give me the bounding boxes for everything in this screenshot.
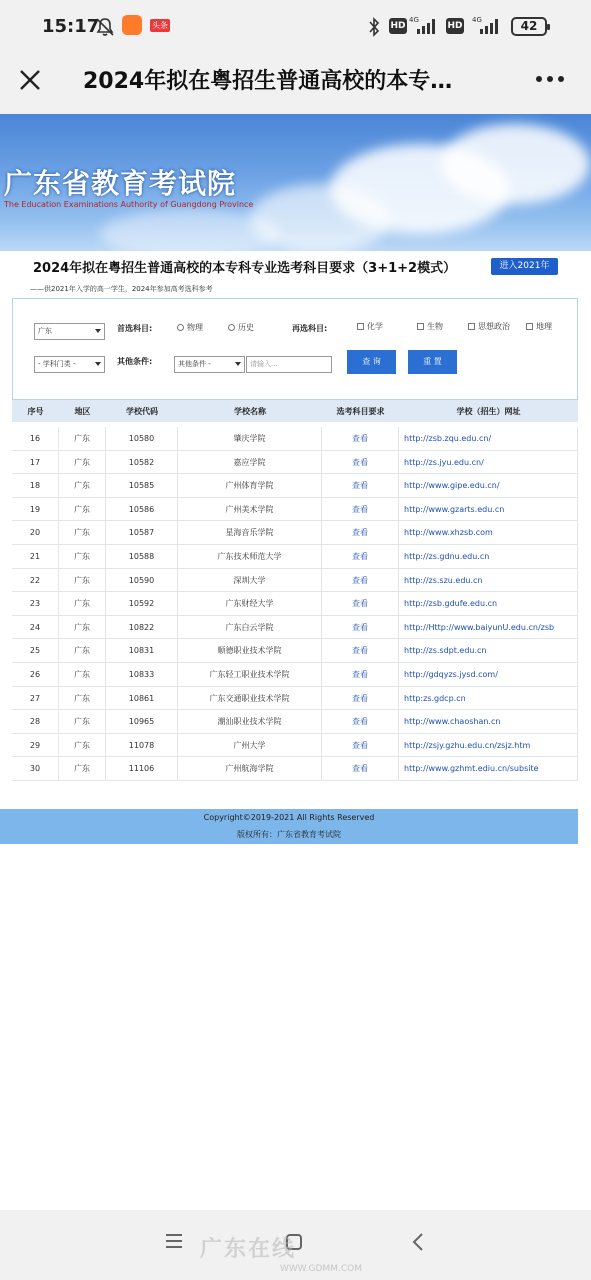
school-url-link[interactable]: http://zsb.zqu.edu.cn/ xyxy=(399,427,578,450)
school-url-link[interactable]: http://www.gzarts.edu.cn xyxy=(399,498,578,521)
view-requirements-link[interactable]: 查看 xyxy=(322,545,399,568)
cell-index: 24 xyxy=(12,616,59,639)
view-requirements-link[interactable]: 查看 xyxy=(322,710,399,733)
view-requirements-link[interactable]: 查看 xyxy=(322,451,399,474)
cell-school-name: 广东技术师范大学 xyxy=(178,545,322,568)
cell-index: 25 xyxy=(12,639,59,662)
cell-index: 18 xyxy=(12,474,59,497)
cell-index: 16 xyxy=(12,427,59,450)
table-row xyxy=(12,474,578,498)
cell-code: 10833 xyxy=(106,663,178,686)
watermark-url: WWW.GDMM.COM xyxy=(280,1264,362,1274)
cell-code: 10586 xyxy=(106,498,178,521)
table-row xyxy=(12,710,578,734)
cell-code: 10831 xyxy=(106,639,178,662)
cell-school-name: 嘉应学院 xyxy=(178,451,322,474)
table-body xyxy=(12,427,578,781)
cell-school-name: 顺德职业技术学院 xyxy=(178,639,322,662)
svg-text:4G: 4G xyxy=(472,16,482,24)
school-url-link[interactable]: http://zsb.gdufe.edu.cn xyxy=(399,592,578,615)
cell-region: 广东 xyxy=(59,474,106,497)
table-row xyxy=(12,734,578,758)
cell-code: 10965 xyxy=(106,710,178,733)
battery-icon: 42 xyxy=(511,17,547,36)
cell-code: 10582 xyxy=(106,451,178,474)
checkbox-politics-label: 思想政治 xyxy=(478,322,510,331)
cell-region: 广东 xyxy=(59,427,106,450)
cell-region: 广东 xyxy=(59,710,106,733)
checkbox-politics[interactable] xyxy=(468,321,510,332)
school-url-link[interactable]: http://www.gzhmt.ediu.cn/subsite xyxy=(399,757,578,780)
cell-index: 21 xyxy=(12,545,59,568)
page-footer xyxy=(0,809,578,844)
cell-region: 广东 xyxy=(59,498,106,521)
table-row xyxy=(12,616,578,640)
chevron-down-icon xyxy=(235,362,241,366)
cell-code: 11078 xyxy=(106,734,178,757)
page-title: 2024年拟在粤招生普通高校的本专… xyxy=(83,69,453,94)
enter-2021-button[interactable]: 进入2021年 xyxy=(491,258,558,275)
cell-region: 广东 xyxy=(59,592,106,615)
footer-copyright: Copyright©2019-2021 All Rights Reserved xyxy=(203,813,375,822)
school-url-link[interactable]: http://zs.szu.edu.cn xyxy=(399,569,578,592)
other-conditions-select[interactable] xyxy=(174,356,245,373)
cell-index: 17 xyxy=(12,451,59,474)
toutiao-icon: 头条 xyxy=(152,21,168,30)
table-row xyxy=(12,639,578,663)
cell-index: 27 xyxy=(12,687,59,710)
view-requirements-link[interactable]: 查看 xyxy=(322,663,399,686)
checkbox-icon xyxy=(417,323,424,330)
status-bar xyxy=(0,0,591,54)
cell-index: 29 xyxy=(12,734,59,757)
signal-icon-1 xyxy=(409,14,437,36)
col-header-code: 学校代码 xyxy=(126,407,158,416)
table-row xyxy=(12,521,578,545)
school-url-link[interactable]: http://zs.sdpt.edu.cn xyxy=(399,639,578,662)
footer-owner: 版权所有：广东省教育考试院 xyxy=(237,830,341,839)
table-header xyxy=(12,399,578,422)
cell-school-name: 广东白云学院 xyxy=(178,616,322,639)
cell-school-name: 星海音乐学院 xyxy=(178,521,322,544)
radio-icon xyxy=(177,324,184,331)
school-url-link[interactable]: http:zs.gdcp.cn xyxy=(399,687,578,710)
table-row xyxy=(12,663,578,687)
col-header-region: 地区 xyxy=(74,407,91,416)
school-url-link[interactable]: http://Http://www.baiyunU.edu.cn/zsb xyxy=(399,616,578,639)
cell-region: 广东 xyxy=(59,663,106,686)
cloud-decoration xyxy=(100,209,280,251)
radio-history[interactable] xyxy=(228,322,254,333)
watermark-logo: 广东在线 xyxy=(200,1237,297,1262)
cell-school-name: 潮汕职业技术学院 xyxy=(178,710,322,733)
close-icon[interactable] xyxy=(18,68,42,92)
checkbox-chemistry-label: 化学 xyxy=(367,322,383,331)
view-requirements-link[interactable]: 查看 xyxy=(322,498,399,521)
hd-icon-1: HD xyxy=(389,18,407,34)
school-url-link[interactable]: http://www.xhzsb.com xyxy=(399,521,578,544)
status-time: 15:17 xyxy=(42,16,100,37)
cell-school-name: 广东交通职业技术学院 xyxy=(178,687,322,710)
table-row xyxy=(12,592,578,616)
checkbox-biology-label: 生物 xyxy=(427,322,443,331)
app-notification-icon xyxy=(122,15,142,35)
cell-school-name: 广州大学 xyxy=(178,734,322,757)
checkbox-geography[interactable] xyxy=(526,321,552,332)
cell-school-name: 肇庆学院 xyxy=(178,427,322,450)
col-header-url: 学校（招生）网址 xyxy=(456,407,521,416)
cell-code: 10592 xyxy=(106,592,178,615)
table-row xyxy=(12,451,578,475)
cell-school-name: 广州体育学院 xyxy=(178,474,322,497)
cell-index: 30 xyxy=(12,757,59,780)
signal-icon-2 xyxy=(472,14,500,36)
table-row xyxy=(12,757,578,781)
cell-code: 10590 xyxy=(106,569,178,592)
checkbox-geography-label: 地理 xyxy=(536,322,552,331)
col-header-name: 学校名称 xyxy=(234,407,266,416)
svg-text:4G: 4G xyxy=(409,16,419,24)
cell-school-name: 广州航海学院 xyxy=(178,757,322,780)
more-options-icon[interactable] xyxy=(535,74,565,84)
school-url-link[interactable]: http://zs.gdnu.edu.cn xyxy=(399,545,578,568)
other-conditions-value: 其他条件 - xyxy=(178,360,211,368)
chevron-down-icon xyxy=(95,362,101,366)
bell-muted-icon xyxy=(94,16,116,38)
view-requirements-link[interactable]: 查看 xyxy=(322,521,399,544)
category-select-value: - 学科门类 - xyxy=(38,360,76,368)
checkbox-icon xyxy=(468,323,475,330)
cell-code: 10822 xyxy=(106,616,178,639)
cloud-decoration xyxy=(440,124,590,204)
hd-icon-2: HD xyxy=(446,18,464,34)
cell-region: 广东 xyxy=(59,639,106,662)
cell-code: 10588 xyxy=(106,545,178,568)
view-requirements-link[interactable]: 查看 xyxy=(322,592,399,615)
cell-school-name: 深圳大学 xyxy=(178,569,322,592)
radio-physics[interactable] xyxy=(177,322,203,333)
radio-icon xyxy=(228,324,235,331)
cell-index: 28 xyxy=(12,710,59,733)
cell-region: 广东 xyxy=(59,687,106,710)
cell-region: 广东 xyxy=(59,757,106,780)
cell-school-name: 广州美术学院 xyxy=(178,498,322,521)
cell-region: 广东 xyxy=(59,616,106,639)
table-row xyxy=(12,569,578,593)
table-row xyxy=(12,687,578,711)
other-conditions-label: 其他条件: xyxy=(117,357,153,366)
site-banner xyxy=(0,114,591,251)
query-button[interactable]: 查 询 xyxy=(347,350,396,374)
banner-subtitle: The Education Examinations Authority of Guangdong Province xyxy=(4,200,254,209)
school-url-link[interactable]: http://gdqyzs.jysd.com/ xyxy=(399,663,578,686)
first-subject-label: 首选科目: xyxy=(117,324,153,333)
app-title-bar xyxy=(0,54,591,114)
cell-region: 广东 xyxy=(59,545,106,568)
view-requirements-link[interactable]: 查看 xyxy=(322,757,399,780)
col-header-requirements: 选考科目要求 xyxy=(336,407,385,416)
bluetooth-icon xyxy=(367,16,381,38)
radio-physics-label: 物理 xyxy=(187,323,203,332)
cell-code: 11106 xyxy=(106,757,178,780)
cell-region: 广东 xyxy=(59,521,106,544)
cell-index: 26 xyxy=(12,663,59,686)
region-select[interactable] xyxy=(34,323,105,340)
cell-region: 广东 xyxy=(59,734,106,757)
filter-panel xyxy=(12,298,578,400)
school-url-link[interactable]: http://zs.jyu.edu.cn/ xyxy=(399,451,578,474)
school-url-link[interactable]: http://zsjy.gzhu.edu.cn/zsjz.htm xyxy=(399,734,578,757)
banner-title: 广东省教育考试院 xyxy=(4,167,237,200)
view-requirements-link[interactable]: 查看 xyxy=(322,734,399,757)
table-row xyxy=(12,498,578,522)
cell-school-name: 广东财经大学 xyxy=(178,592,322,615)
cell-code: 10580 xyxy=(106,427,178,450)
cell-code: 10585 xyxy=(106,474,178,497)
category-select[interactable] xyxy=(34,356,105,373)
school-url-link[interactable]: http://www.chaoshan.cn xyxy=(399,710,578,733)
sub-note: ——供2021年入学的高一学生，2024年参加高考选科参考 xyxy=(30,285,213,293)
cell-region: 广东 xyxy=(59,451,106,474)
region-select-value: 广东 xyxy=(38,327,52,335)
view-requirements-link[interactable]: 查看 xyxy=(322,687,399,710)
table-row xyxy=(12,545,578,569)
second-subject-label: 再选科目: xyxy=(292,324,328,333)
back-icon[interactable] xyxy=(410,1232,426,1252)
cell-index: 22 xyxy=(12,569,59,592)
checkbox-biology[interactable] xyxy=(417,321,443,332)
checkbox-icon xyxy=(526,323,533,330)
cell-code: 10587 xyxy=(106,521,178,544)
view-requirements-link[interactable]: 查看 xyxy=(322,616,399,639)
cell-school-name: 广东轻工职业技术学院 xyxy=(178,663,322,686)
view-requirements-link[interactable]: 查看 xyxy=(322,639,399,662)
cell-index: 23 xyxy=(12,592,59,615)
view-requirements-link[interactable]: 查看 xyxy=(322,474,399,497)
checkbox-icon xyxy=(357,323,364,330)
keyword-input[interactable]: 请输入... xyxy=(246,356,332,373)
reset-button[interactable]: 重 置 xyxy=(408,350,457,374)
radio-history-label: 历史 xyxy=(238,323,254,332)
cell-index: 20 xyxy=(12,521,59,544)
view-requirements-link[interactable]: 查看 xyxy=(322,569,399,592)
main-heading: 2024年拟在粤招生普通高校的本专科专业选考科目要求（3+1+2模式） xyxy=(33,261,457,276)
menu-icon[interactable] xyxy=(164,1232,184,1250)
checkbox-chemistry[interactable] xyxy=(357,321,383,332)
cell-index: 19 xyxy=(12,498,59,521)
cell-code: 10861 xyxy=(106,687,178,710)
view-requirements-link[interactable]: 查看 xyxy=(322,427,399,450)
table-row xyxy=(12,427,578,451)
col-header-index: 序号 xyxy=(27,407,44,416)
cell-region: 广东 xyxy=(59,569,106,592)
school-url-link[interactable]: http://www.gipe.edu.cn/ xyxy=(399,474,578,497)
chevron-down-icon xyxy=(95,329,101,333)
